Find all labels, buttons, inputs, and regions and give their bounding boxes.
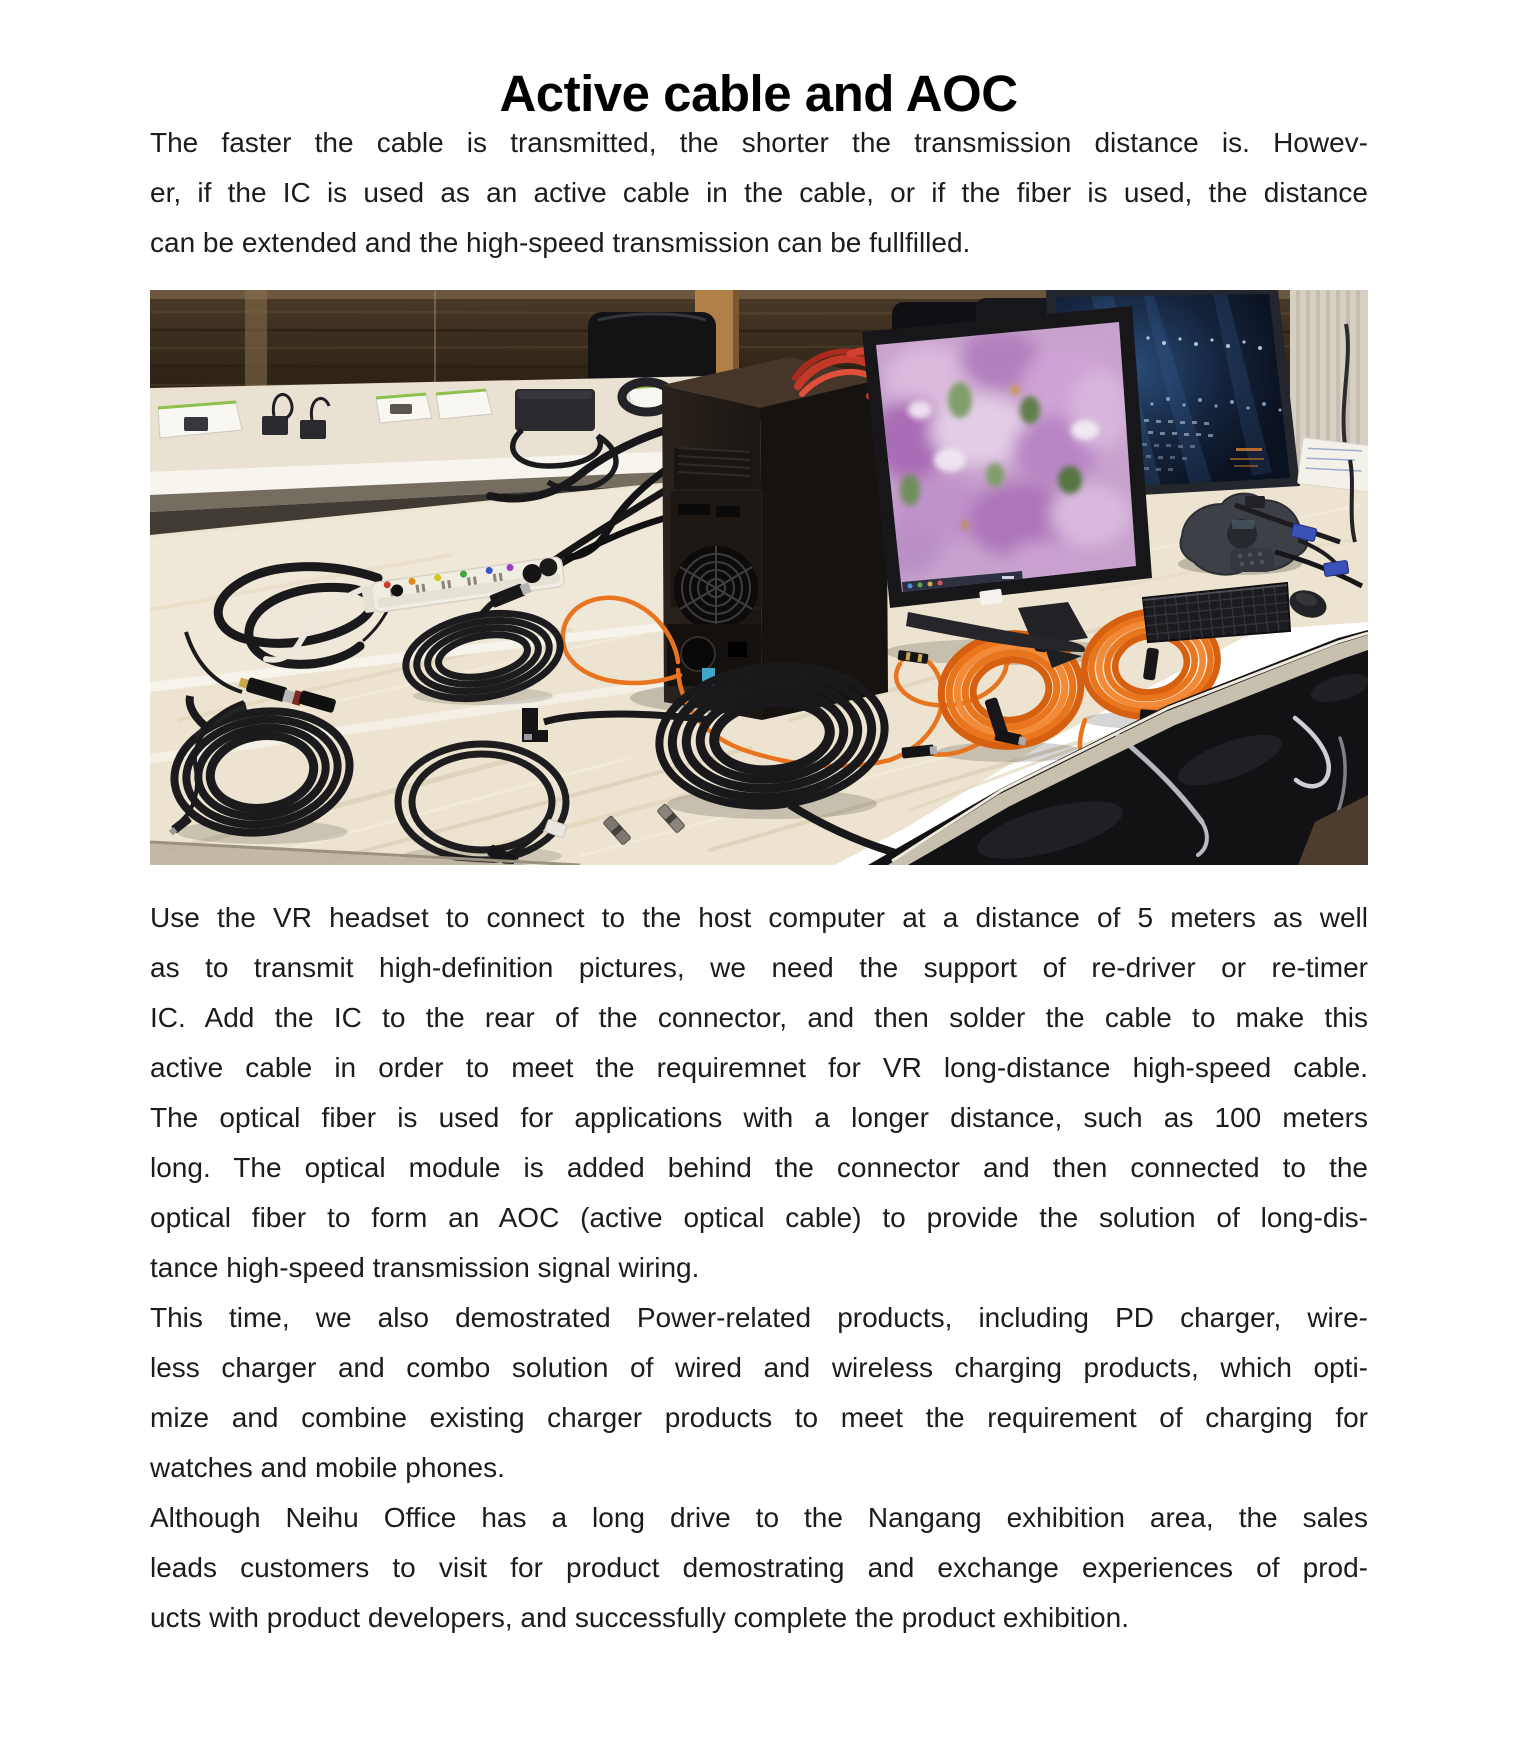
text-line: leads customers to visit for product demostrating and exchange experiences of prod- (150, 1552, 1368, 1583)
text-line: less charger and combo solution of wired and wireless charging products, which opti- (150, 1352, 1368, 1383)
text-line: The faster the cable is transmitted, the shorter the transmission distance is. Howev- (150, 127, 1368, 158)
paragraph-body (150, 893, 1368, 1293)
text-line: er, if the IC is used as an active cable in the cable, or if the fiber is used, the distance (150, 177, 1368, 208)
photo-active-cable-demo (150, 290, 1368, 865)
text-line: tance high-speed transmission signal wiring. (150, 1252, 700, 1283)
text-line: mize and combine existing charger products to meet the requirement of charging for (150, 1402, 1368, 1433)
text-line: ucts with product developers, and successfully complete the product exhibition. (150, 1602, 1129, 1633)
text-line: Use the VR headset to connect to the host computer at a distance of 5 meters as well (150, 902, 1368, 933)
page-title: Active cable and AOC (499, 65, 1018, 123)
photo-illustration (150, 290, 1368, 865)
text-line: This time, we also demostrated Power-related products, including PD charger, wire- (150, 1302, 1368, 1333)
text-line: IC. Add the IC to the rear of the connector, and then solder the cable to make this (150, 1002, 1368, 1033)
paragraph-intro (150, 118, 1368, 268)
text-line: active cable in order to meet the requiremnet for VR long-distance high-speed cable. (150, 1052, 1368, 1083)
text-line: Although Neihu Office has a long drive to the Nangang exhibition area, the sales (150, 1502, 1368, 1533)
text-line: optical fiber to form an AOC (active optical cable) to provide the solution of long-dis- (150, 1202, 1368, 1233)
text-line: can be extended and the high-speed transmission can be fullfilled. (150, 227, 971, 258)
text-line: long. The optical module is added behind the connector and then connected to the (150, 1152, 1368, 1183)
paragraph-closing (150, 1493, 1368, 1643)
paragraph-power-products (150, 1293, 1368, 1493)
text-line: watches and mobile phones. (150, 1452, 505, 1483)
text-line: as to transmit high-definition pictures, we need the support of re-driver or re-timer (150, 952, 1368, 983)
text-line: The optical fiber is used for applications with a longer distance, such as 100 meters (150, 1102, 1368, 1133)
